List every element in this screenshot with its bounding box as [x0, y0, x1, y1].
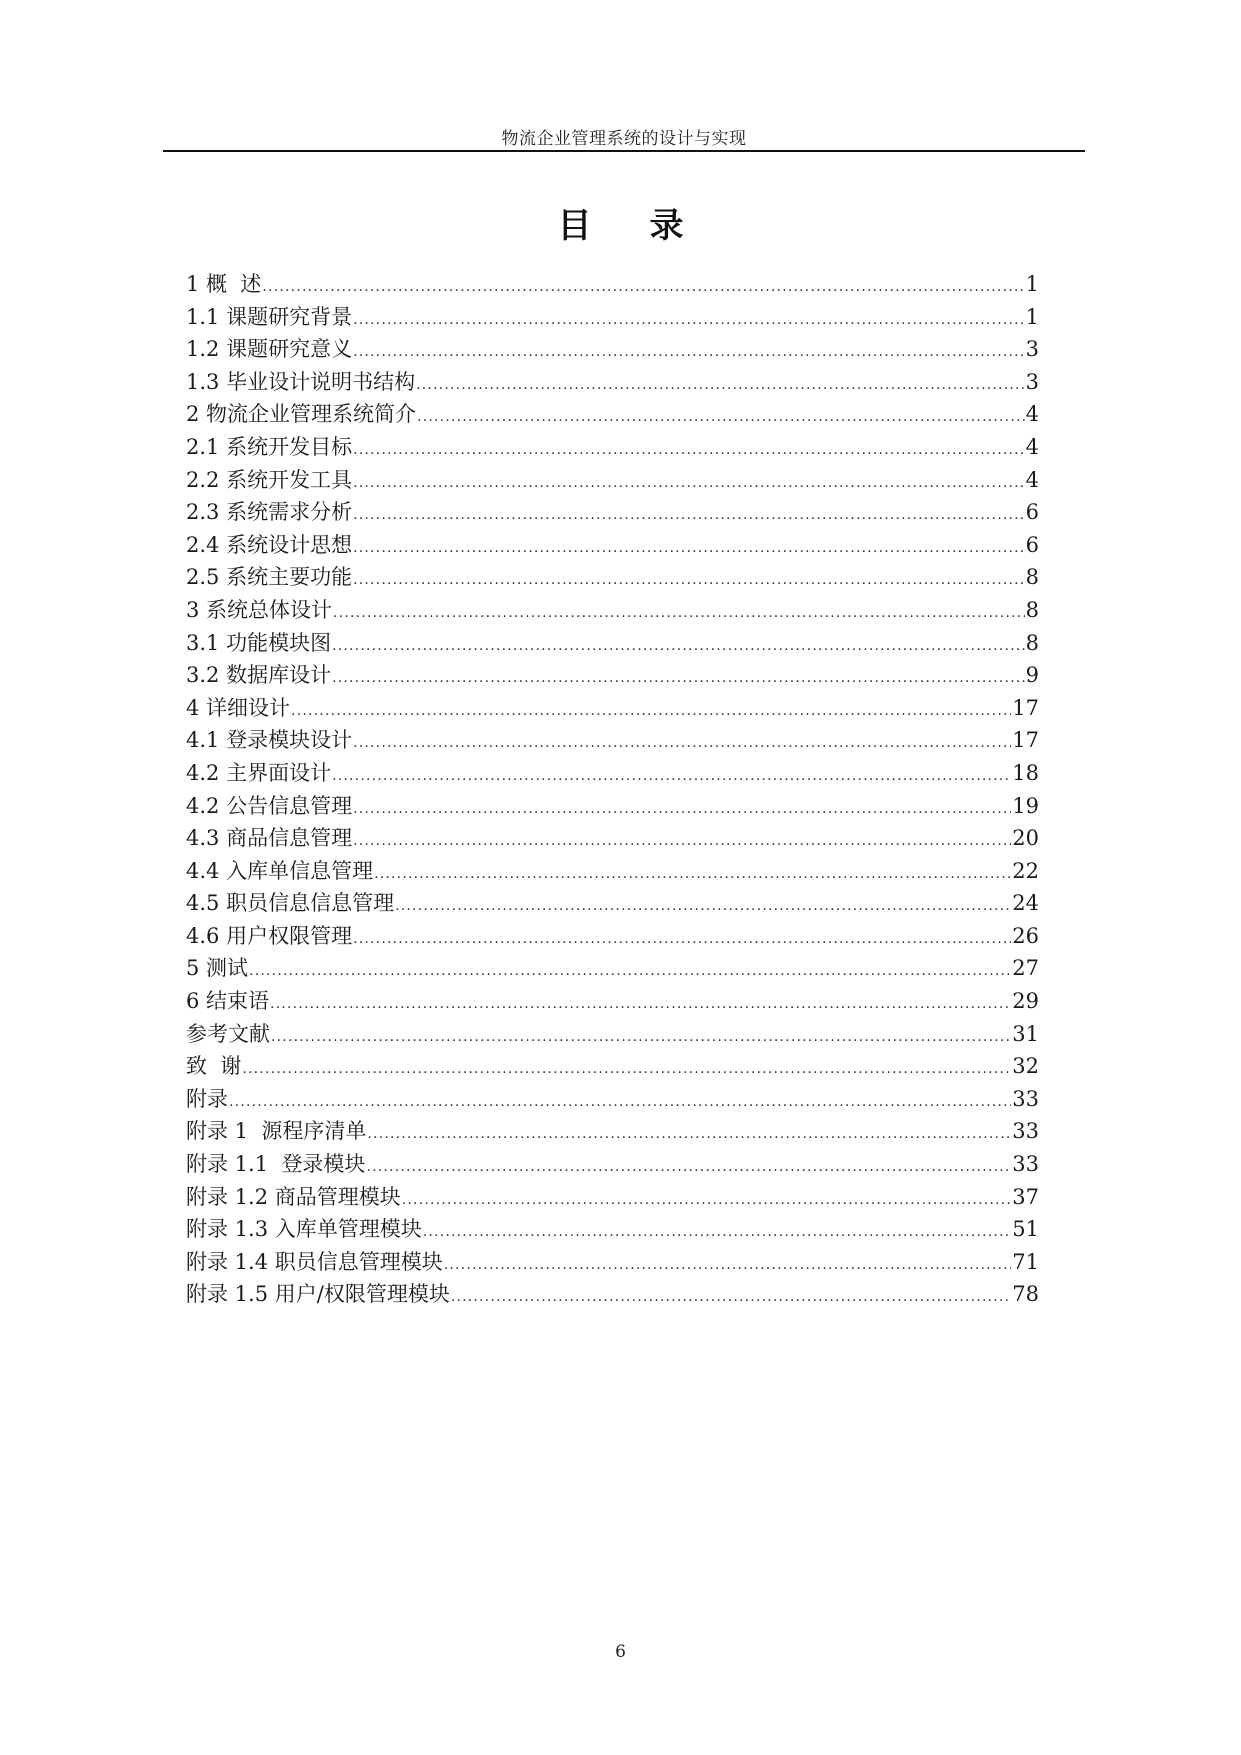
toc-entry[interactable]: [186, 952, 1039, 985]
toc-entry[interactable]: [186, 1278, 1039, 1311]
toc-entry-page: 4: [1025, 434, 1039, 459]
toc-entry[interactable]: [186, 692, 1039, 725]
toc-dot-leader: [229, 1086, 1011, 1116]
toc-dot-leader: [333, 597, 1025, 627]
toc-entry-label: 4.3 商品信息管理: [186, 826, 353, 851]
toc-list: [186, 268, 1039, 1311]
toc-entry-page: 24: [1012, 891, 1039, 916]
toc-entry-page: 26: [1012, 923, 1039, 948]
toc-dot-leader: [353, 923, 1011, 953]
toc-dot-leader: [353, 793, 1011, 823]
toc-entry-label: 3.2 数据库设计: [186, 663, 332, 688]
toc-dot-leader: [451, 1281, 1011, 1311]
toc-dot-leader: [367, 1118, 1011, 1148]
toc-entry[interactable]: [186, 1181, 1039, 1214]
toc-entry[interactable]: [186, 855, 1039, 888]
toc-entry-label: 6 结束语: [186, 989, 270, 1014]
toc-entry-page: 27: [1012, 956, 1039, 981]
toc-dot-leader: [353, 434, 1025, 464]
toc-title: [0, 198, 1241, 247]
toc-entry-page: 33: [1012, 1119, 1039, 1144]
toc-dot-leader: [353, 336, 1025, 366]
toc-entry[interactable]: [186, 496, 1039, 529]
toc-entry-label: 1 概 述: [186, 272, 262, 296]
toc-entry-label: 附录 1.5 用户/权限管理模块: [186, 1282, 450, 1307]
toc-entry[interactable]: [186, 887, 1039, 920]
toc-entry-page: 37: [1012, 1184, 1039, 1209]
toc-dot-leader: [291, 695, 1011, 725]
toc-entry-page: 31: [1012, 1021, 1039, 1046]
toc-entry[interactable]: [186, 985, 1039, 1018]
toc-entry-label: 附录 1.1 登录模块: [186, 1152, 366, 1177]
toc-entry-page: 4: [1025, 467, 1039, 492]
toc-dot-leader: [353, 532, 1025, 562]
toc-entry-page: 33: [1012, 1152, 1039, 1177]
toc-entry-label: 附录 1.2 商品管理模块: [186, 1184, 401, 1209]
toc-entry-label: 附录 1.3 入库单管理模块: [186, 1217, 422, 1242]
toc-dot-leader: [332, 630, 1025, 660]
toc-dot-leader: [417, 401, 1025, 431]
toc-dot-leader: [353, 499, 1025, 529]
toc-entry-page: 3: [1025, 369, 1039, 394]
toc-entry-page: 32: [1012, 1054, 1039, 1079]
toc-dot-leader: [249, 955, 1011, 985]
toc-entry-label: 参考文献: [186, 1021, 270, 1046]
toc-entry[interactable]: [186, 822, 1039, 855]
toc-entry-page: 20: [1012, 826, 1039, 851]
toc-entry[interactable]: [186, 333, 1039, 366]
toc-dot-leader: [353, 564, 1025, 594]
toc-entry[interactable]: [186, 1213, 1039, 1246]
toc-dot-leader: [271, 1021, 1011, 1051]
toc-entry-label: 4.2 主界面设计: [186, 760, 332, 785]
toc-entry[interactable]: [186, 594, 1039, 627]
toc-entry-page: 33: [1012, 1086, 1039, 1111]
toc-entry[interactable]: [186, 366, 1039, 399]
toc-entry-label: 4.1 登录模块设计: [186, 728, 353, 753]
toc-entry-label: 1.3 毕业设计说明书结构: [186, 369, 416, 394]
toc-entry[interactable]: [186, 1115, 1039, 1148]
toc-dot-leader: [395, 890, 1011, 920]
toc-entry-page: 51: [1012, 1217, 1039, 1242]
running-header: 物流企业管理系统的设计与实现: [501, 129, 747, 149]
toc-dot-leader: [416, 369, 1025, 399]
toc-entry-page: 6: [1025, 500, 1039, 525]
toc-entry-label: 2.2 系统开发工具: [186, 467, 353, 492]
toc-entry[interactable]: [186, 268, 1039, 301]
toc-entry-label: 附录: [186, 1086, 228, 1111]
toc-dot-leader: [353, 727, 1011, 757]
toc-dot-leader: [353, 825, 1011, 855]
toc-dot-leader: [444, 1249, 1012, 1279]
toc-entry-label: 2.4 系统设计思想: [186, 532, 353, 557]
toc-entry[interactable]: [186, 627, 1039, 660]
toc-entry-page: 8: [1025, 597, 1039, 622]
toc-entry-page: 8: [1025, 630, 1039, 655]
toc-entry-page: 19: [1012, 793, 1039, 818]
toc-dot-leader: [270, 988, 1011, 1018]
toc-entry[interactable]: [186, 1148, 1039, 1181]
toc-entry[interactable]: [186, 790, 1039, 823]
toc-entry-label: 致 谢: [186, 1054, 242, 1079]
toc-entry-page: 4: [1025, 402, 1039, 427]
toc-entry-label: 1.1 课题研究背景: [186, 304, 353, 329]
toc-entry-page: 9: [1025, 663, 1039, 688]
toc-entry[interactable]: [186, 398, 1039, 431]
toc-entry[interactable]: [186, 301, 1039, 334]
toc-dot-leader: [366, 1151, 1011, 1181]
toc-entry-label: 2 物流企业管理系统简介: [186, 402, 417, 427]
toc-dot-leader: [423, 1216, 1012, 1246]
toc-entry-label: 2.3 系统需求分析: [186, 500, 353, 525]
toc-entry[interactable]: [186, 659, 1039, 692]
toc-entry-label: 4.5 职员信息信息管理: [186, 891, 395, 916]
toc-entry-label: 4.4 入库单信息管理: [186, 858, 374, 883]
toc-entry-label: 4 详细设计: [186, 695, 291, 720]
toc-entry[interactable]: [186, 529, 1039, 562]
toc-dot-leader: [262, 271, 1024, 301]
toc-dot-leader: [353, 304, 1025, 334]
toc-entry-label: 附录 1 源程序清单: [186, 1119, 367, 1144]
toc-dot-leader: [374, 858, 1011, 888]
toc-dot-leader: [332, 662, 1025, 692]
toc-entry-label: 2.5 系统主要功能: [186, 565, 353, 590]
toc-dot-leader: [332, 760, 1011, 790]
toc-title-right: 录: [649, 206, 684, 246]
toc-entry-page: 71: [1012, 1249, 1039, 1274]
toc-entry[interactable]: [186, 1246, 1039, 1279]
toc-entry-label: 1.2 课题研究意义: [186, 337, 353, 362]
toc-entry-page: 18: [1012, 760, 1039, 785]
toc-entry-page: 6: [1025, 532, 1039, 557]
toc-entry-page: 78: [1012, 1282, 1039, 1307]
toc-entry-label: 4.2 公告信息管理: [186, 793, 353, 818]
toc-entry-label: 4.6 用户权限管理: [186, 923, 353, 948]
toc-entry[interactable]: [186, 561, 1039, 594]
toc-entry-page: 3: [1025, 337, 1039, 362]
toc-entry[interactable]: [186, 724, 1039, 757]
toc-entry[interactable]: [186, 1050, 1039, 1083]
toc-entry-page: 1: [1025, 304, 1039, 329]
toc-entry[interactable]: [186, 431, 1039, 464]
toc-entry-label: 附录 1.4 职员信息管理模块: [186, 1249, 443, 1274]
page-number: 6: [615, 1642, 626, 1662]
toc-entry-label: 3.1 功能模块图: [186, 630, 332, 655]
toc-dot-leader: [242, 1053, 1011, 1083]
toc-entry-label: 5 测试: [186, 956, 249, 981]
toc-entry-page: 8: [1025, 565, 1039, 590]
toc-entry-page: 17: [1012, 728, 1039, 753]
toc-dot-leader: [353, 467, 1025, 497]
toc-dot-leader: [402, 1184, 1012, 1214]
toc-entry[interactable]: [186, 920, 1039, 953]
toc-entry-label: 2.1 系统开发目标: [186, 434, 353, 459]
toc-entry-page: 1: [1025, 272, 1039, 296]
toc-entry-page: 22: [1012, 858, 1039, 883]
toc-entry[interactable]: [186, 464, 1039, 497]
toc-entry[interactable]: [186, 1083, 1039, 1116]
header-rule: [163, 150, 1085, 152]
toc-title-left: 目: [557, 206, 592, 246]
toc-entry-label: 3 系统总体设计: [186, 597, 333, 622]
toc-entry[interactable]: [186, 1018, 1039, 1051]
toc-entry-page: 29: [1012, 989, 1039, 1014]
toc-entry-page: 17: [1012, 695, 1039, 720]
toc-entry[interactable]: [186, 757, 1039, 790]
